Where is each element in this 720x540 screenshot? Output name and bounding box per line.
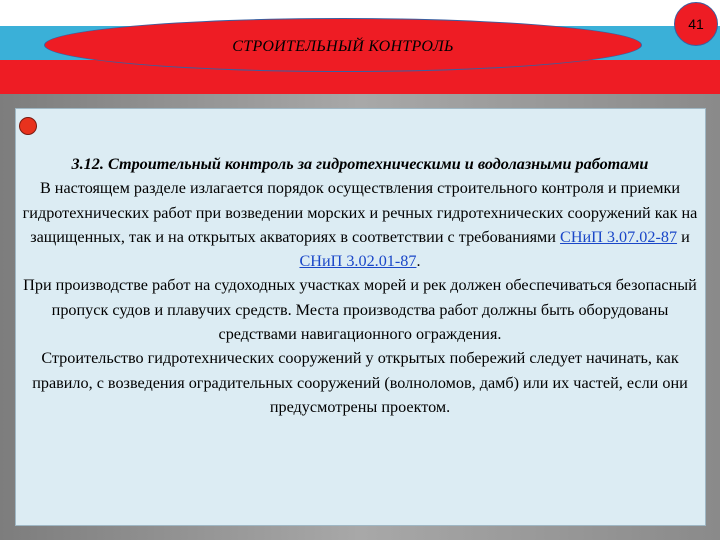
snip-link-1[interactable]: СНиП 3.07.02-87 [560,227,678,246]
paragraph-1-text: В настоящем разделе излагается порядок осуществления строительного контроля и приемки гидротехнических работ при возведении морских и речных гидротехнических сооружений как на защищенных, так и на открытых акваториях в соответствии с требованиями [22,179,698,246]
slide-body [20,152,700,419]
paragraph-3: Строительство гидротехнических сооружений у открытых побережий следует начинать, как правило, с возведения оградительных сооружений (волноломов, дамб) или их частей, если они предусмотрены проектом. [32,349,688,416]
page-number: 41 [688,16,704,32]
paragraph-2: При производстве работ на судоходных участках морей и рек должен обеспечиваться безопасный пропуск судов и плавучих средств. Места производства работ должны быть оборудованы средствами навигационного ограждения. [23,276,697,344]
title-banner [44,18,642,72]
snip-link-2[interactable]: СНиП 3.02.01-87 [299,252,417,271]
slide-title: СТРОИТЕЛЬНЫЙ КОНТРОЛЬ [232,38,454,55]
page-number-badge [674,2,718,46]
paragraph-1-conjunction: и [677,227,690,246]
section-heading: 3.12. Строительный контроль за гидротехническими и водолазными работами [71,155,649,173]
paragraph-1 [20,176,700,273]
paragraph-1-end: . [416,252,421,271]
bullet-dot-icon [19,117,37,135]
